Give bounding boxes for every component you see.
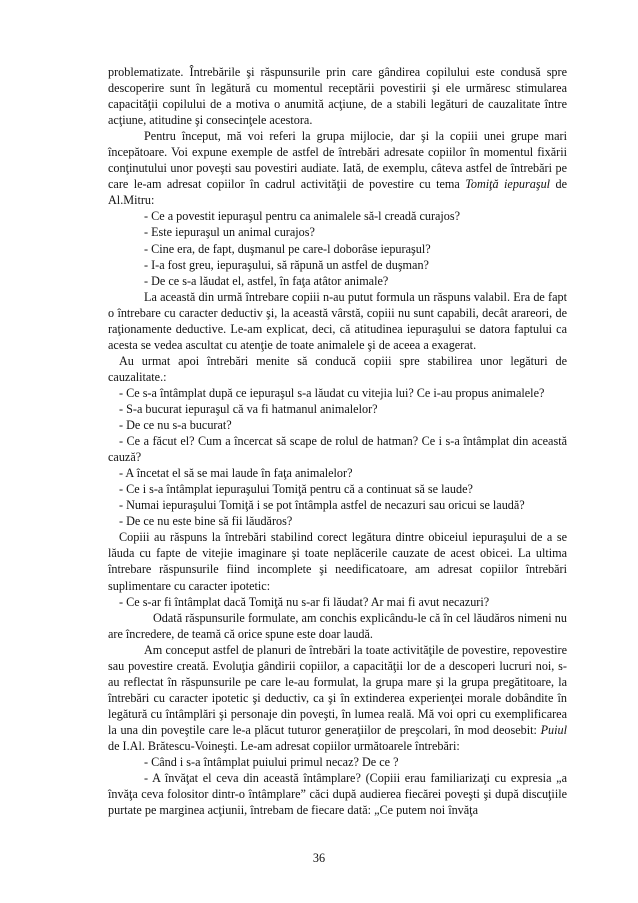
- paragraph: [108, 513, 567, 529]
- paragraph: [108, 401, 567, 417]
- paragraph: [108, 208, 567, 224]
- paragraph: [108, 241, 567, 257]
- text-segment: - Numai iepuraşului Tomiţă i se pot întâmpla astfel de necazuri sau oricui se laudă?: [119, 498, 525, 513]
- text-segment: problematizate. Întrebările şi răspunsurile prin care gândirea copilului este condusă spre descoperire sunt în legătură cu momentul receptării povestirii şi ele urmăresc stimularea capacităţii copilului de a motiva o anumită acţiune, de a stabili legături de cauzalitate între acţiune, atitudine şi consecinţele acestora.: [108, 65, 567, 128]
- text-segment: Am conceput astfel de planuri de întrebări la toate activităţile de povestire, repovestire sau povestire creată. Evoluţia gândirii copiilor, a capacităţii lor de a descoperi lucruri noi, s-au reflectat în răspunsurile pe care le-au formulat, la grupa mare şi la grupa pregătitoare, la întrebări cu caracter ipotetic şi deductiv, ca şi în extinderea experienţei morale dobândite în legătură cu întâmplări şi personaje din poveşti, în lumea reală. Mă voi opri cu exemplificarea la una din poveştile care le-a plăcut tuturor generaţiilor de preşcolari, în mod deosebit:: [108, 642, 567, 737]
- italic-title: Tomiţă iepuraşul: [465, 177, 551, 192]
- paragraph: [108, 433, 567, 465]
- text-segment: Au urmat apoi întrebări menite să conducă copiii spre stabilirea unor legături de cauzalitate.:: [108, 353, 567, 384]
- text-segment: - Când i s-a întâmplat puiului primul necaz? De ce ?: [144, 755, 399, 770]
- text-segment: - Ce a povestit iepuraşul pentru ca animalele să-l creadă curajos?: [144, 209, 461, 224]
- paragraph: [108, 529, 567, 593]
- text-segment: - De ce s-a lăudat el, astfel, în faţa atâtor animale?: [144, 273, 389, 288]
- text-segment: de Al.Mitru:: [108, 177, 567, 208]
- paragraph: [108, 385, 567, 401]
- text-segment: - De ce nu este bine să fii lăudăros?: [119, 514, 293, 529]
- paragraph: [108, 594, 567, 610]
- paragraph: [108, 642, 567, 754]
- paragraph: [108, 64, 567, 128]
- paragraph: [108, 273, 567, 289]
- text-segment: - Ce a făcut el? Cum a încercat să scape de rolul de hatman? Ce i s-a întâmplat din această cauză?: [108, 434, 567, 465]
- text-segment: - Este iepuraşul un animal curajos?: [144, 225, 315, 240]
- page-number: 36: [312, 851, 326, 865]
- text-segment: - S-a bucurat iepuraşul că va fi hatmanul animalelor?: [119, 401, 378, 416]
- paragraph: [108, 754, 567, 770]
- text-segment: La această din urmă întrebare copiii n-au putut formula un răspuns valabil. Era de fapt o întrebare cu caracter deductiv şi, la această vârstă, copiii nu sunt capabili, decât arareori, de raţionamente deductive. Le-am explicat, deci, că atitudinea iepuraşului se datora faptului ca acesta se vedea ascultat cu atenţie de toate animalele şi de aceea a exagerat.: [108, 289, 567, 352]
- paragraph: [108, 257, 567, 273]
- text-segment: - De ce nu s-a bucurat?: [119, 418, 232, 433]
- text-segment: - Ce s-ar fi întâmplat dacă Tomiţă nu s-ar fi lăudat? Ar mai fi avut necazuri?: [119, 594, 490, 609]
- body-text: [108, 64, 567, 818]
- paragraph: [108, 497, 567, 513]
- text-segment: - Cine era, de fapt, duşmanul pe care-l doborâse iepuraşul?: [144, 241, 431, 256]
- text-segment: Copiii au răspuns la întrebări stabilind corect legătura dintre obiceiul iepuraşului de a se lăuda cu fapte de vitejie imaginare şi toate neplăcerile cauzate de acest obicei. La ultima întrebare răspunsurile fiind incomplete şi needificatoare, am adresat copiilor întrebări suplimentare cu caracter ipotetic:: [108, 530, 567, 593]
- paragraph: [108, 128, 567, 208]
- text-segment: - Ce i s-a întâmplat iepuraşului Tomiţă pentru că a continuat să se laude?: [119, 482, 473, 497]
- paragraph: [108, 289, 567, 353]
- paragraph: [108, 481, 567, 497]
- italic-title: Puiul: [540, 722, 567, 737]
- paragraph: [108, 465, 567, 481]
- paragraph: [108, 417, 567, 433]
- text-segment: Pentru început, mă voi referi la grupa mijlocie, dar şi la copiii unei grupe mari începătoare. Voi expune exemple de astfel de întrebări adresate copiilor în momentul fixării conţinutului unor poveşti sau povestiri audiate. Iată, de exemplu, câteva astfel de întrebări pe care le-am adresat copiilor în cadrul activităţii de povestire cu tema: [108, 129, 567, 192]
- paragraph: [108, 224, 567, 240]
- text-segment: - A încetat el să se mai laude în faţa animalelor?: [119, 466, 353, 481]
- text-segment: de I.Al. Brătescu-Voineşti. Le-am adresat copiilor următoarele întrebări:: [108, 738, 460, 753]
- text-segment: - A învăţat el ceva din această întâmplare? (Copiii erau familiarizaţi cu expresia „a învăţa ceva folositor dintr-o întâmplare” căci după audierea fiecărei poveşti şi după discuţiile purtate pe marginea acţiunii, întrebam de fiecare dată: „Ce putem noi învăţa: [108, 771, 567, 818]
- text-segment: - Ce s-a întâmplat după ce iepuraşul s-a lăudat cu vitejia lui? Ce i-au propus animalele?: [119, 385, 545, 400]
- text-segment: Odată răspunsurile formulate, am conchis explicându-le că în cel lăudăros nimeni nu are încredere, de teamă că orice spune este doar laudă.: [108, 610, 567, 641]
- text-segment: - I-a fost greu, iepuraşului, să răpună un astfel de duşman?: [144, 257, 429, 272]
- paragraph: [108, 770, 567, 818]
- paragraph: [108, 610, 567, 642]
- paragraph: [108, 353, 567, 385]
